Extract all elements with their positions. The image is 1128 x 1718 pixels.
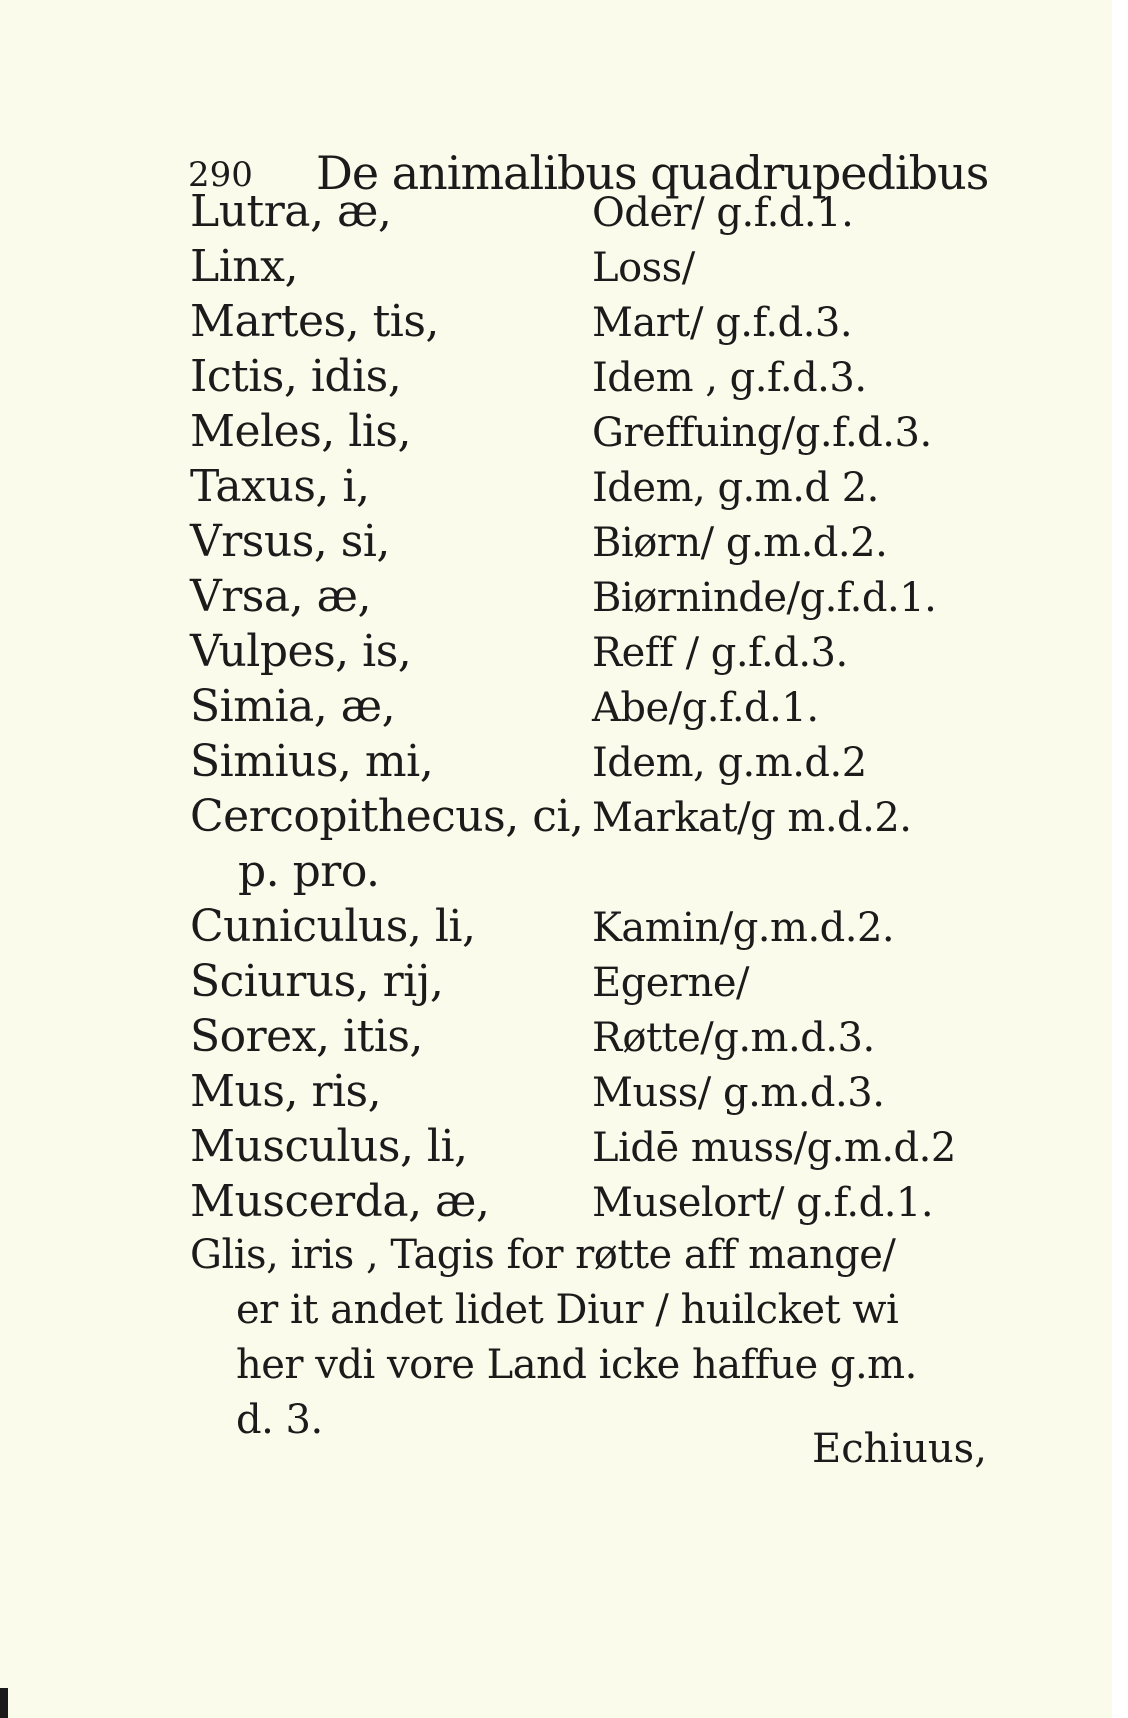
latin-term: Sciurus, rij, [190,956,444,1007]
danish-term: Biørninde/g.f.d.1. [592,575,937,621]
danish-term: Idem, g.m.d 2. [592,465,879,511]
latin-term: Simia, æ, [190,681,396,732]
danish-term: Markat/g m.d.2. [592,795,912,841]
latin-term: Linx, [190,241,298,292]
latin-term: Cercopithecus, ci, [190,791,584,842]
danish-term: Røtte/g.m.d.3. [592,1015,875,1061]
page-number: 290 [188,155,253,195]
latin-term: Cuniculus, li, [190,901,476,952]
latin-term: Simius, mi, [190,736,434,787]
latin-term: Vrsus, si, [190,516,390,567]
latin-term: Taxus, i, [190,461,370,512]
scan-edge-mark [0,1688,8,1718]
danish-term: Muselort/ g.f.d.1. [592,1180,934,1226]
latin-term: Vrsa, æ, [190,571,371,622]
latin-term: Mus, ris, [190,1066,382,1117]
danish-term: Egerne/ [592,960,750,1006]
paragraph-line: Glis, iris , Tagis for røtte aff mange/ [190,1232,896,1278]
catchword: Echiuus, [812,1426,987,1472]
danish-term: Muss/ g.m.d.3. [592,1070,885,1116]
page-title: De animalibus quadrupedibus [316,146,989,200]
latin-term: Meles, lis, [190,406,411,457]
danish-term: Mart/ g.f.d.3. [592,300,853,346]
danish-term: Greffuing/g.f.d.3. [592,410,932,456]
danish-term: Oder/ g.f.d.1. [592,190,854,236]
danish-term: Idem , g.f.d.3. [592,355,867,401]
scan-margin [1112,0,1128,1718]
latin-term: Vulpes, is, [190,626,412,677]
danish-term: Biørn/ g.m.d.2. [592,520,888,566]
latin-term: Martes, tis, [190,296,439,347]
latin-term: Ictis, idis, [190,351,402,402]
danish-term: Idem, g.m.d.2 [592,740,867,786]
paragraph-line: d. 3. [236,1397,323,1443]
latin-term: Muscerda, æ, [190,1176,490,1227]
danish-term: Kamin/g.m.d.2. [592,905,895,951]
latin-term: Lutra, æ, [190,186,392,237]
danish-term: Reff / g.f.d.3. [592,630,848,676]
paragraph-line: er it andet lidet Diur / huilcket wi [236,1287,899,1333]
latin-term: p. pro. [238,846,380,897]
latin-term: Musculus, li, [190,1121,468,1172]
danish-term: Loss/ [592,245,695,291]
danish-term: Lidē muss/g.m.d.2 [592,1125,956,1171]
latin-term: Sorex, itis, [190,1011,423,1062]
danish-term: Abe/g.f.d.1. [592,685,819,731]
paragraph-line: her vdi vore Land icke haffue g.m. [236,1342,917,1388]
